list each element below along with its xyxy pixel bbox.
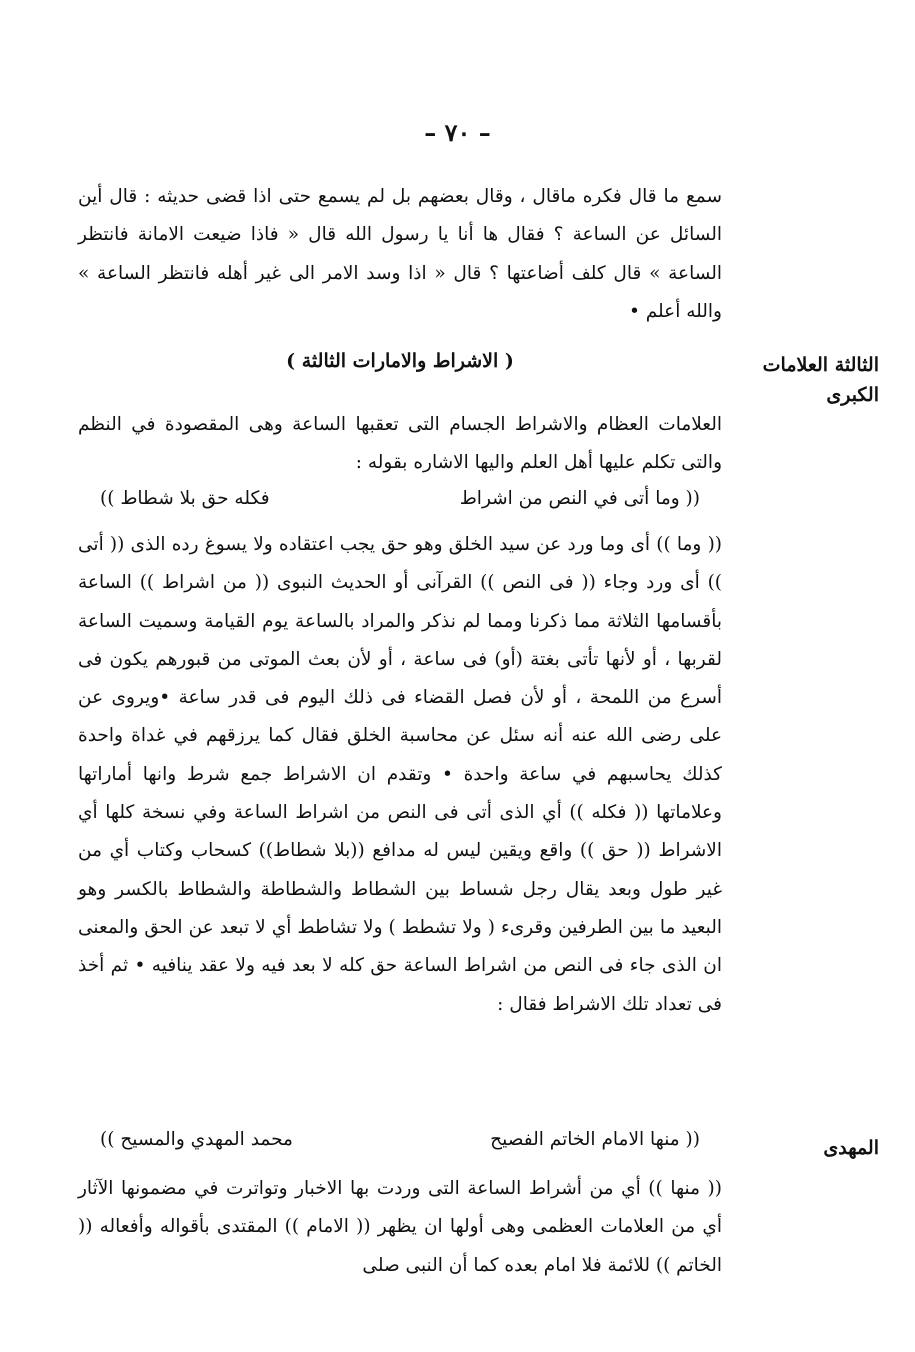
opening-paragraph xyxy=(78,178,722,331)
opening-text: سمع ما قال فكره ماقال ، وقال بعضهم بل لم يسمع حتى اذا قضى حديثه : قال أين السائل عن الساعة ؟ فقال ها أنا يا رسول الله قال « فاذا ضيعت الامانة فانتظر الساعة » قال كلف أضاعتها ؟ قال « اذا وسد الامر الى غير أهله فانتظر الساعة » والله أعلم • xyxy=(78,186,722,322)
third-section-intro: العلامات العظام والاشراط الجسام التى تعقبها الساعة وهى المقصودة في النظم والتى تكلم عليها أهل العلم واليها الاشاره بقوله : xyxy=(78,414,722,474)
side-label-mahdi: المهدى xyxy=(823,1137,879,1159)
side-label-third: الثالثة العلامات الكبرى xyxy=(762,354,879,406)
verse-two-first-hemistich: (( منها الامام الخاتم الفصيح xyxy=(490,1129,700,1150)
section-heading-third: ( الاشراط والامارات الثالثة ) xyxy=(286,350,514,372)
verse-one-second-hemistich: فكله حق بلا شطاط )) xyxy=(100,488,270,509)
commentary-one xyxy=(78,526,722,1024)
verse-two xyxy=(78,1129,722,1150)
commentary-one-text: (( وما )) أى وما ورد عن سيد الخلق وهو حق يجب اعتقاده ولا يسوغ رده الذى (( أتى )) أى ورد وجاء (( فى النص )) القرآنى أو الحديث النبوى (( من اشراط )) الساعة بأقسامها الثلاثة مما ذكرنا ومما لم نذكر والمراد بالساعة يوم القيامة وسميت الساعة لقربها ، أو لأنها تأتى بغتة (أو) فى ساعة ، أو لأن بعث الموتى من قبورهم يكون فى أسرع من اللمحة ، أو لأن فصل القضاء فى ذلك اليوم فى قدر ساعة •ويروى عن على رضى الله عنه أنه سئل عن محاسبة الخلق فقال كما يرزقهم في غداة واحدة كذلك يحاسبهم في ساعة واحدة • وتقدم ان الاشراط جمع شرط وانها أماراتها وعلاماتها (( فكله )) أي الذى أتى فى النص من اشراط الساعة وفي نسخة كلها أي الاشراط (( حق )) واقع ويقين ليس له مدافع ((بلا شطاط)) كسحاب وكتاب أي من غير طول وبعد يقال رجل شساط بين الشطاط والشطاطة والشطاط بالكسر وهو البعيد ما بين الطرفين وقرىء ( ولا تشطط ) ولا تشاطط أي لا تبعد عن الحق والمعنى ان الذى جاء فى النص من اشراط الساعة حق كله لا بعد فيه ولا عقد ينافيه • ثم أخذ فى تعداد تلك الاشراط فقال : xyxy=(78,534,722,1015)
third-section-body xyxy=(78,406,722,483)
commentary-two-text: (( منها )) أي من أشراط الساعة التى وردت بها الاخبار وتواترت في مضمونها الآثار أي من العلامات العظمى وهى أولها ان يظهر (( الامام )) المقتدى بأقواله وأفعاله (( الخاتم )) للائمة فلا امام بعده كما أن النبى صلى xyxy=(78,1178,722,1276)
page-number: – ٧٠ – xyxy=(424,118,491,147)
verse-two-second-hemistich: محمد المهدي والمسيح )) xyxy=(100,1129,293,1150)
commentary-two xyxy=(78,1170,722,1285)
verse-one-first-hemistich: (( وما أتى في النص من اشراط xyxy=(459,488,700,509)
verse-one xyxy=(78,488,722,509)
